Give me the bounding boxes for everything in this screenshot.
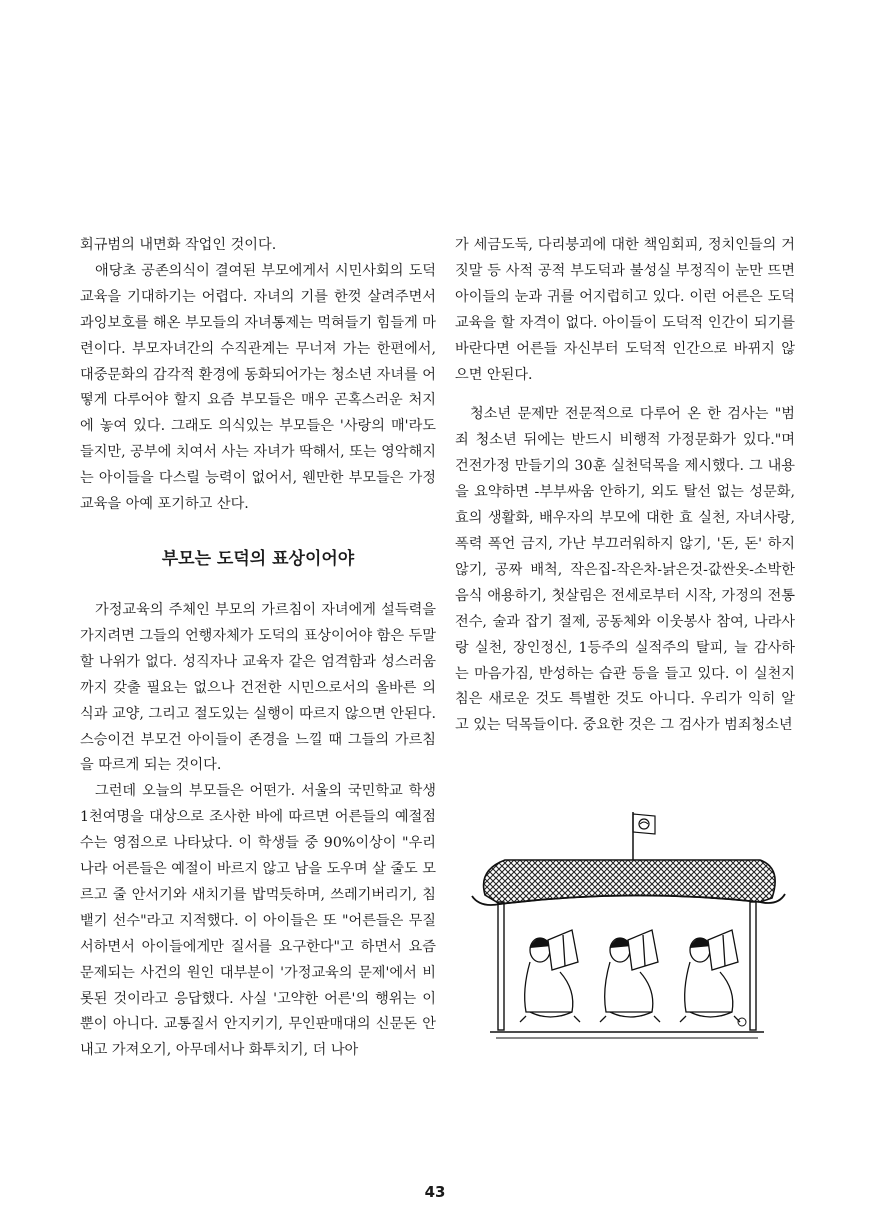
paragraph: 애당초 공존의식이 결여된 부모에게서 시민사회의 도덕교육을 기대하기는 어렵다. 자녀의 기를 한껏 살려주면서 과잉보호를 해온 부모들의 자녀통제는 먹혀들기 힘들게 마련이다. 부모자녀간의 수직관계는 무너져 가는 한편에서, 대중문화의 감각적 환경에 동화되어가는 청소년 자녀를 어떻게 다루어야 할지 요즘 부모들은 매우 곤혹스러운 처지에 놓여 있다. 그래도 의식있는 부모들은 '사랑의 매'라도 들지만, 공부에 치여서 사는 자녀가 딱해서, 또는 영악해지는 아이들을 다스릴 능력이 없어서, 웬만한 부모들은 가정교육을 아예 포기하고 산다. — [80, 262, 436, 513]
reading-child-icon — [600, 930, 660, 1022]
left-column — [80, 233, 436, 1064]
paragraph: 가 세금도둑, 다리붕괴에 대한 책임회피, 정치인들의 거짓말 등 사적 공적 부도덕과 불성실 부정직이 눈만 뜨면 아이들의 눈과 귀를 어지럽히고 있다. 이런 어른은 도덕교육을 할 자격이 없다. 아이들이 도덕적 인간이 되기를 바란다면 어른들 자신부터 도덕적 인간으로 바뀌지 않으면 안된다. — [455, 237, 795, 383]
paragraph: 가정교육의 주체인 부모의 가르침이 자녀에게 설득력을 가지려면 그들의 언행자체가 도덕의 표상이어야 함은 두말할 나위가 없다. 성직자나 교육자 같은 엄격함과 성스러움까지 갖출 필요는 없으나 건전한 시민으로서의 올바른 의식과 교양, 그리고 절도있는 실행이 따르지 않으면 안된다. 스승이건 부모건 아이들이 존경을 느낄 때 그들의 가르침을 따르게 되는 것이다. — [80, 601, 436, 774]
paragraph: 회규범의 내면화 작업인 것이다. — [80, 237, 277, 253]
schoolhouse-reading-children-icon — [460, 800, 792, 1080]
right-column — [455, 233, 795, 739]
reading-child-icon — [520, 930, 580, 1022]
paragraph: 청소년 문제만 전문적으로 다루어 온 한 검사는 "범죄 청소년 뒤에는 반드시 비행적 가정문화가 있다."며 건전가정 만들기의 30훈 실천덕목을 제시했다. 그 내용을 요약하면 -부부싸움 안하기, 외도 탈선 없는 성문화, 효의 생활화, 배우자의 부모에 대한 효 실천, 자녀사랑, 폭력 폭언 금지, 가난 부끄러워하지 않기, '돈, 돈' 하지 않기, 공짜 배척, 작은집-작은차-낡은것-값싼옷-소박한 음식 애용하기, 첫살림은 전세로부터 시작, 가정의 전통전수, 술과 잡기 절제, 공동체와 이웃봉사 참여, 나라사랑 실천, 장인정신, 1등주의 실적주의 탈피, 늘 감사하는 마음가짐, 반성하는 습관 등을 들고 있다. 이 실천지침은 새로운 것도 특별한 것도 아니다. 우리가 익히 알고 있는 덕목들이다. 중요한 것은 그 검사가 범죄청소년 — [455, 406, 795, 734]
page-number: 43 — [424, 1183, 446, 1201]
section-heading: 부모는 도덕의 표상이어야 — [161, 548, 355, 569]
reading-child-icon — [680, 930, 740, 1022]
roof-icon — [472, 860, 785, 905]
paragraph: 그런데 오늘의 부모들은 어떤가. 서울의 국민학교 학생 1천여명을 대상으로 조사한 바에 따르면 어른들의 예절점수는 영점으로 나타났다. 이 학생들 중 90%이상이 "우리나라 어른들은 예절이 바르지 않고 남을 도우며 살 줄도 모르고 줄 안서기와 새치기를 밥먹듯하며, 쓰레기버리기, 침뱉기 선수"라고 지적했다. 이 아이들은 또 "어른들은 무질서하면서 아이들에게만 질서를 요구한다"고 하면서 요즘 문제되는 사건의 원인 대부분이 '가정교육의 문제'에서 비롯된 것이라고 응답했다. 사실 '고약한 어른'의 행위는 이뿐이 아니다. 교통질서 안지키기, 무인판매대의 신문돈 안내고 가져오기, 아무데서나 화투치기, 더 나아 — [80, 783, 436, 1059]
